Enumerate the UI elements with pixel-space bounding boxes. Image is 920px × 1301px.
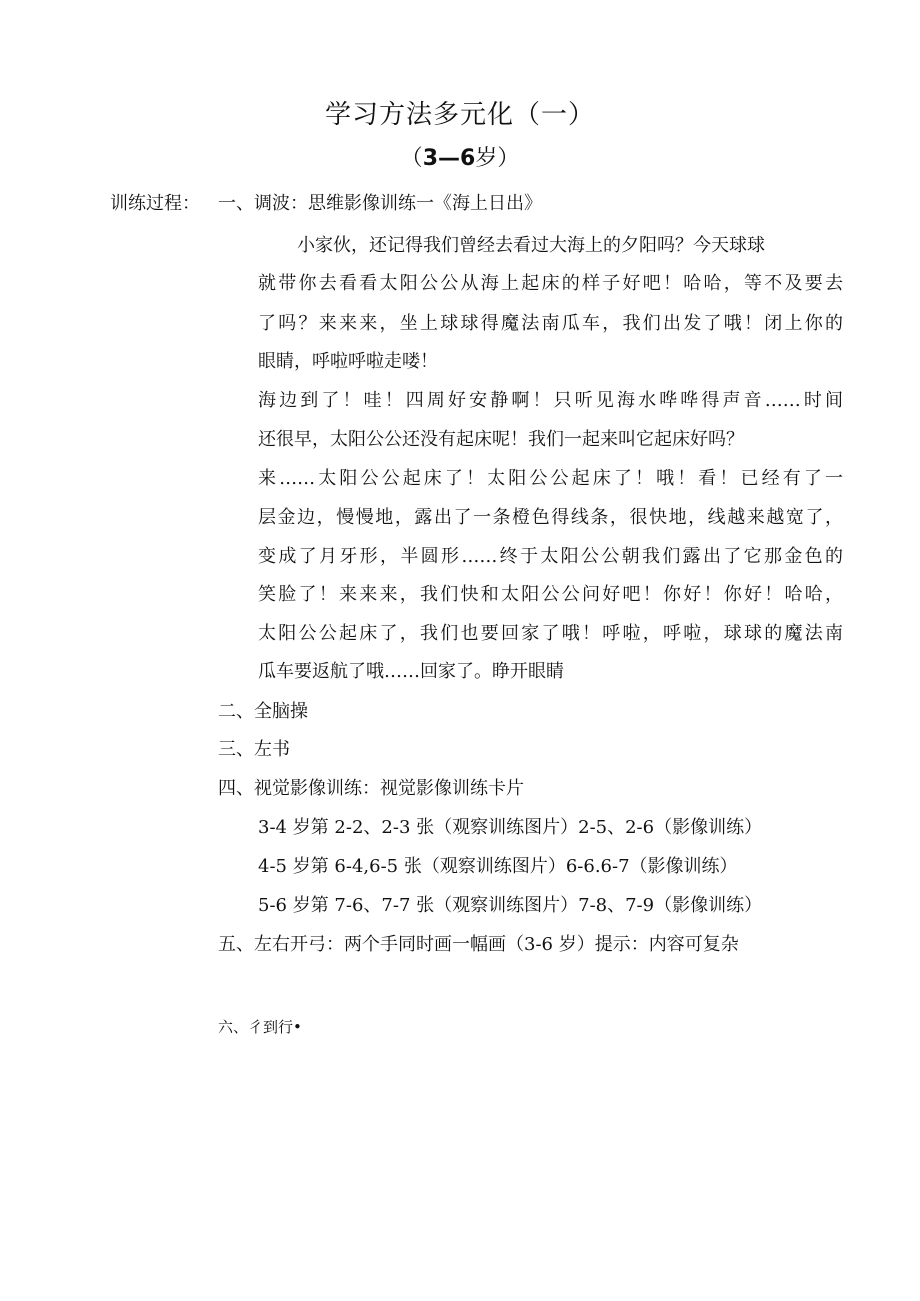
document-subtitle [0, 144, 920, 174]
story-line: 了吗？来来来，坐上球球得魔法南瓜车，我们出发了哦！闭上你的 [258, 313, 843, 334]
subtitle-open: （ [400, 146, 423, 171]
item-4: 四、视觉影像训练：视觉影像训练卡片 [218, 778, 524, 799]
story-line: 来……太阳公公起床了！太阳公公起床了！哦！看！已经有了一 [258, 468, 843, 489]
document-title: 学习方法多元化（一） [324, 100, 595, 130]
story-line: 就带你去看看太阳公公从海上起床的样子好吧！哈哈，等不及要去 [258, 273, 843, 294]
story-line: 层金边，慢慢地，露出了一条橙色得线条，很快地，线越来越宽了， [258, 507, 843, 528]
story-line: 瓜车要返航了哦……回家了。睁开眼睛 [258, 661, 564, 682]
section-label: 训练过程： [110, 193, 200, 214]
story-line: 变成了月牙形，半圆形……终于太阳公公朝我们露出了它那金色的 [258, 546, 843, 567]
item-5: 五、左右开弓：两个手同时画一幅画（3-6 岁）提示：内容可复杂 [218, 934, 739, 955]
story-line: 小家伙，还记得我们曾经去看过大海上的夕阳吗？今天球球 [297, 235, 765, 256]
card-line: 3-4 岁第 2-2、2-3 张（观察训练图片）2-5、2-6（影像训练） [258, 817, 763, 838]
card-line: 5-6 岁第 7-6、7-7 张（观察训练图片）7-8、7-9（影像训练） [258, 895, 763, 916]
story-line: 还很早，太阳公公还没有起床呢！我们一起来叫它起床好吗？ [258, 429, 744, 450]
story-line: 眼睛，呼啦呼啦走喽！ [258, 351, 438, 372]
card-line: 4-5 岁第 6-4,6-5 张（观察训练图片）6-6.6-7（影像训练） [258, 856, 738, 877]
subtitle-unit: 岁） [475, 146, 520, 171]
item-1-heading: 一、调波：思维影像训练一《海上日出》 [218, 193, 542, 214]
story-line: 太阳公公起床了，我们也要回家了哦！呼啦，呼啦，球球的魔法南 [258, 623, 843, 644]
item-6: 六、彳到行• [218, 1018, 302, 1036]
story-line: 海边到了！哇！四周好安静啊！只听见海水哗哗得声音……时间 [258, 390, 843, 411]
item-2: 二、全脑操 [218, 701, 308, 722]
item-3: 三、左书 [218, 739, 290, 760]
subtitle-age-range: 3—6 [422, 146, 476, 171]
story-line: 笑脸了！来来来，我们快和太阳公公问好吧！你好！你好！哈哈， [258, 584, 843, 605]
